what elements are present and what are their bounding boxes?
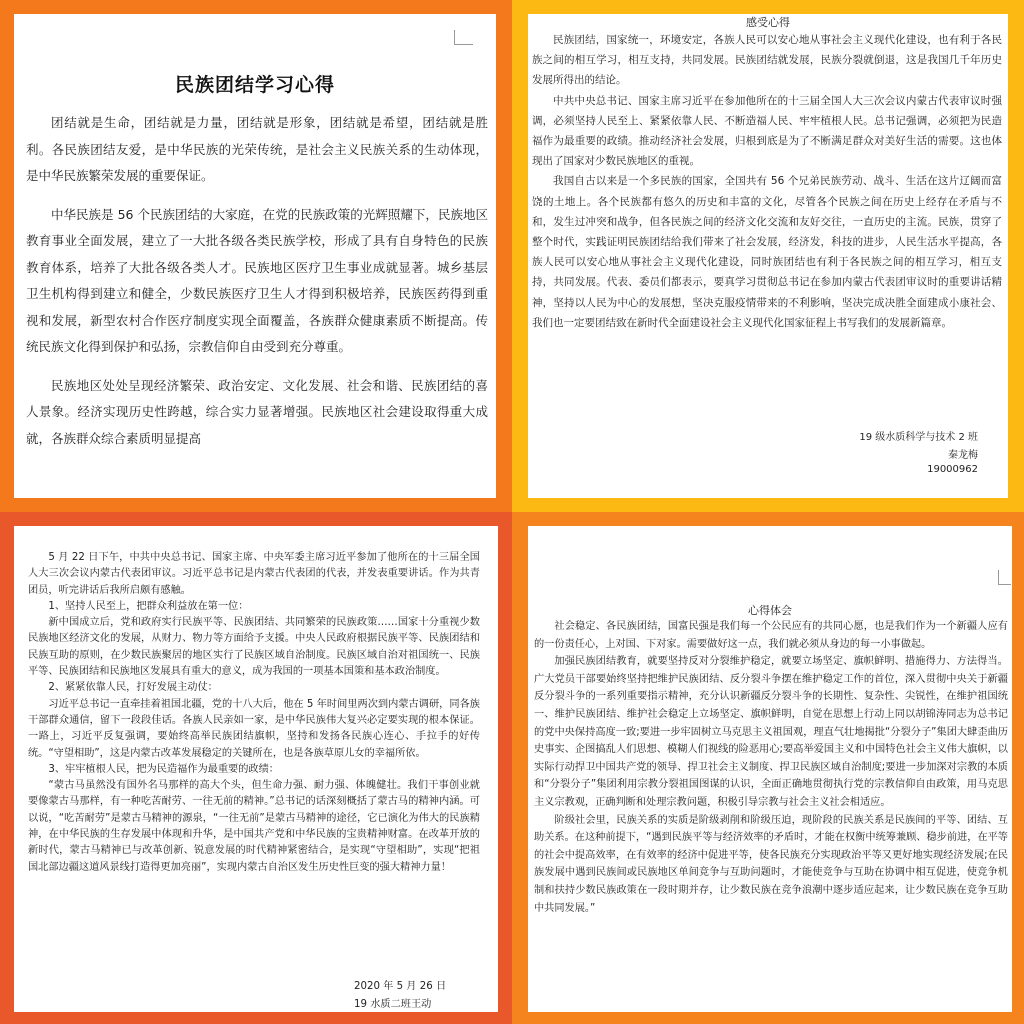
- document-page-4: [528, 526, 1012, 1012]
- paragraph: 习近平总书记一直牵挂着祖国北疆，党的十八大后，他在 5 年时间里两次到内蒙古调研，同各族干部群众通信，留下一段段佳话。各族人民亲如一家，是中华民族伟大复兴必定要实现的根本保证。一路上，习近平反复强调，要始终高举民族团结旗帜，坚持和发扬各民族心连心、手拉手的好传统。“守望相助”，这是内蒙古改革发展稳定的关键所在，也是各族草原儿女的幸福所依。: [28, 698, 480, 759]
- paragraph: 中华民族是 56 个民族团结的大家庭，在党的民族政策的光辉照耀下，民族地区教育事业全面发展，建立了一大批各级各类民族学校，形成了具有自身特色的民族教育体系，培养了大批各级各类人才。民族地区医疗卫生事业成就显著。城乡基层卫生机构得到建立和健全，少数民族医疗卫生人才得到积极培养，民族医药得到重视和发展，新型农村合作医疗制度实现全面覆盖，各族群众健康素质不断提高。传统民族文化得到保护和弘扬，宗教信仰自由受到充分尊重。: [26, 206, 488, 354]
- quadrant-top-right: [512, 0, 1024, 512]
- document-body: [28, 550, 480, 876]
- page-corner-mark: [998, 570, 1011, 585]
- document-body: [26, 110, 488, 464]
- signature-class: 19 级水质科学与技术 2 班: [859, 432, 978, 443]
- paragraph: 2、紧紧依靠人民，打好发展主动仗：: [48, 682, 218, 694]
- page-title: 民族团结学习心得: [174, 74, 335, 96]
- paragraph: 阶级社会里，民族关系的实质是阶级剥削和阶级压迫，现阶段的民族关系是民族间的平等、团结、互助关系。在这种前提下，“遇到民族平等与经济效率的矛盾时，才能在权衡中统筹兼顾、稳步前进，在平等的社会中提高效率，在有效率的经济中促进平等，使各民族充分实现政治平等又更好地实现经济发展;在民族发展中遇到民族间或民族地区单间竞争与互助问题时，才能使竞争与互助在协调中相互促进，使竞争机制和扶持少数民族政策在一段时期并存，让少数民族在竞争浪潮中逐步适应起来，让少数民族在竞争互助中共同发展。”: [534, 814, 1008, 914]
- signature-name: 秦龙梅: [948, 450, 978, 461]
- signature: 19 水质二班王动: [354, 999, 432, 1010]
- paragraph: 1、坚持人民至上，把群众利益放在第一位：: [48, 600, 249, 612]
- paragraph: 3、牢牢植根人民，把为民造福作为最重要的政绩：: [48, 763, 279, 775]
- paragraph: 5 月 22 日下午，中共中央总书记、国家主席、中央军委主席习近平参加了他所在的十三届全国人大三次会议内蒙古代表团审议。习近平总书记是内蒙古代表团的代表，并发表重要讲话。作为共青团员，听完讲话后我所启颇有感触。: [28, 552, 480, 596]
- paragraph: 中共中央总书记、国家主席习近平在参加他所在的十三届全国人大三次会议内蒙古代表审议时强调，必须坚持人民至上、紧紧依靠人民、不断造福人民、牢牢植根人民。总书记强调，必须把为民造福作为最重要的政绩。推动经济社会发展，归根到底是为了不断满足群众对美好生活的需要。这也体现出了国家对少数民族地区的重视。: [532, 94, 1002, 168]
- paragraph: “蒙古马虽然没有国外名马那样的高大个头，但生命力强、耐力强、体魄健壮。我们干事创业就要像蒙古马那样，有一种吃苦耐劳、一往无前的精神。”总书记的话深刻概括了蒙古马的精神内涵。可以说，“吃苦耐劳”是蒙古马精神的源泉，“一往无前”是蒙古马精神的途径，它已演化为伟大的民族精神，在中华民族的生存发展中体现和升华，是中国共产党和中华民族的宝贵精神财富。在改革开放的新时代，蒙古马精神已与改革创新、锐意发展的时代精神紧密结合，是实现“守望相助”，实现“把祖国北部边疆这道风景线打造得更加亮丽”，实现内蒙古自治区发生历史性巨变的强大精神力量！: [28, 780, 480, 873]
- paragraph: 新中国成立后，党和政府实行民族平等、民族团结、共同繁荣的民族政策……国家十分重视少数民族地区经济文化的发展，从财力、物力等方面给予支援。中央人民政府根据民族平等、民族团结和民族互助的原则，在少数民族聚居的地区实行了民族区域自治制度。民族区域自治对祖国统一、民族平等、民族团结和民族地区发展具有重大的意义，成为我国的一项基本国策和基本政治制度。: [28, 617, 480, 678]
- paragraph: 加强民族团结教育，就要坚持反对分裂维护稳定，就要立场坚定、旗帜鲜明、措施得力、方法得当。广大党员干部要始终坚持把维护民族团结、反分裂斗争摆在维护稳定工作的首位，深入贯彻中央关于新疆反分裂斗争的一系列重要指示精神，充分认识新疆反分裂斗争的长期性、复杂性、尖锐性，在维护祖国统一、维护民族团结、维护社会稳定上立场坚定、旗帜鲜明，自觉在思想上行动上同以胡锦涛同志为总书记的党中央保持高度一致;要进一步牢固树立马克思主义祖国观，理直气壮地揭批“分裂分子”集团大肆歪曲历史事实、企图搞乱人们思想、模糊人们视线的险恶用心;要高举爱国主义和中国特色社会主义伟大旗帜，以实际行动捍卫中国共产党的领导、捍卫社会主义制度、捍卫民族区域自治制度;要进一步加深对宗教的本质和“分裂分子”集团利用宗教分裂祖国图谋的认识，全面正确地贯彻执行党的宗教信仰自由政策，用马克思主义宗教观，正确判断和处理宗教问题，积极引导宗教与社会主义社会相适应。: [534, 656, 1008, 808]
- quadrant-top-left: [0, 0, 512, 512]
- paragraph: 民族地区处处呈现经济繁荣、政治安定、文化发展、社会和谐、民族团结的喜人景象。经济实现历史性跨越，综合实力显著增强。民族地区社会建设取得重大成就，各族群众综合素质明显提高: [26, 377, 488, 446]
- document-body: [534, 618, 1008, 917]
- page-title: 感受心得: [746, 16, 790, 29]
- paragraph: 团结就是生命，团结就是力量，团结就是形象，团结就是希望，团结就是胜利。各民族团结友爱，是中华民族的光荣传统，是社会主义民族关系的生动体现，是中华民族繁荣发展的重要保证。: [26, 115, 488, 183]
- document-page-3: [14, 526, 498, 1012]
- page-title: 心得体会: [748, 604, 792, 617]
- paragraph: 民族团结，国家统一，环境安定，各族人民可以安心地从事社会主义现代化建设，也有利于各民族之间的相互学习，相互支持，共同发展。民族团结就发展，民族分裂就倒退，这是我国几千年历史发展所得出的结论。: [532, 34, 1002, 87]
- document-body: [532, 30, 1002, 333]
- paragraph: 社会稳定、各民族团结，国富民强是我们每一个公民应有的共同心愿，也是我们作为一个新疆人应有的一份责任心，上对国、下对家。需要做好这一点，我们就必须从身边的每一小事做起。: [534, 621, 1008, 650]
- paragraph: 我国自古以来是一个多民族的国家，全国共有 56 个兄弟民族劳动、战斗、生活在这片辽阔而富饶的土地上。各个民族都有悠久的历史和丰富的文化，尽管各个民族之间在历史上经存在矛盾与不和，发生过冲突和战争，但各民族之间的经济文化交流和友好交往，一直历史的主流。民族，贯穿了整个时代，实践证明民族团结给我们带来了社会发展，经济发，科技的进步，人民生活水平提高，各族人民可以安心地从事社会主义现代化建设，同时族团结也有利于各民族之间的相互学习，相互支持，共同发展。代表、委员们都表示，要真学习贯彻总书记在参加内蒙古代表团审议时的重要讲话精神，坚持以人民为中心的发展想，坚决克服疫情带来的不利影响，坚决完成决胜全面建成小康社会、我们也一定要团结致在新时代全面建设社会主义现代化国家征程上书写我们的发展新篇章。: [532, 175, 1002, 329]
- page-corner-mark: [454, 30, 473, 45]
- quadrant-bottom-right: [512, 512, 1024, 1024]
- quadrant-bottom-left: [0, 512, 512, 1024]
- document-date: 2020 年 5 月 26 日: [354, 981, 447, 992]
- document-page-2: [528, 14, 1008, 498]
- signature-id: 19000962: [927, 464, 978, 475]
- document-page-1: [14, 14, 496, 498]
